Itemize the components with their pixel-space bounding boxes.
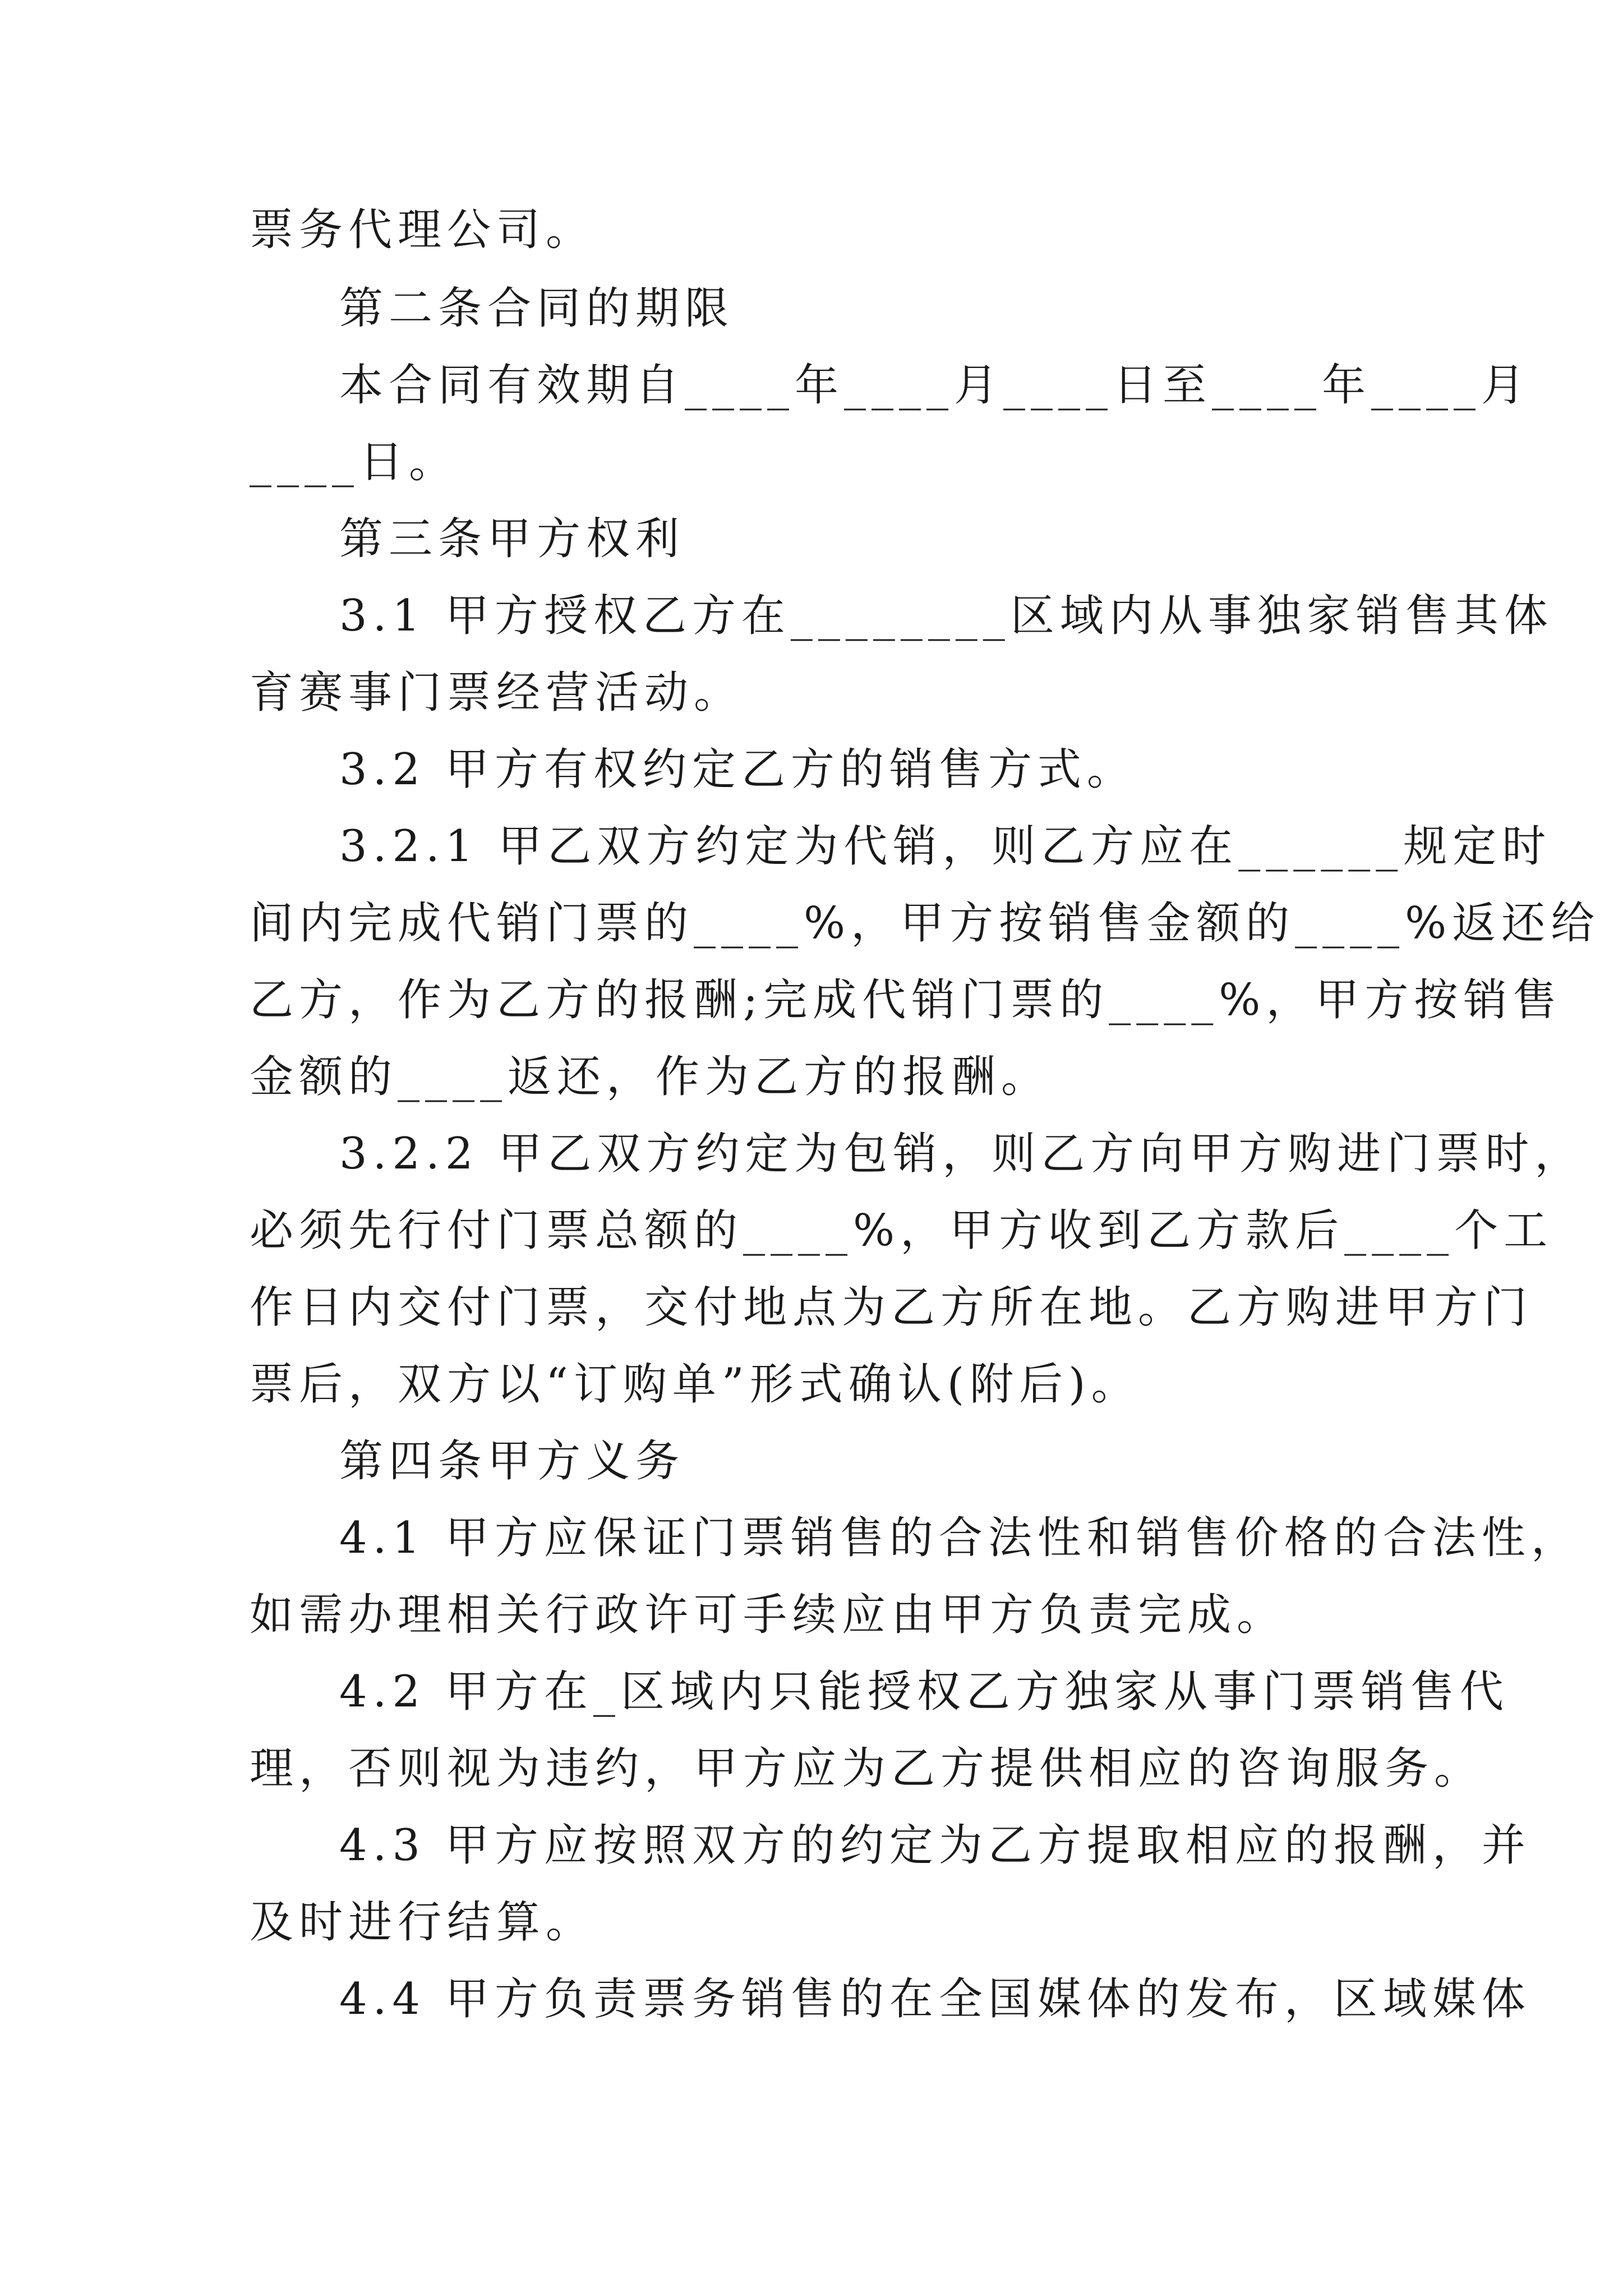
paragraph-line: 理，否则视为违约，甲方应为乙方提供相应的咨询服务。 xyxy=(250,1743,1484,1794)
paragraph-line: 金额的____返还，作为乙方的报酬。 xyxy=(250,1052,1051,1102)
paragraph-line: 3.2 甲方有权约定乙方的销售方式。 xyxy=(339,744,1136,795)
paragraph-line: 3.1 甲方授权乙方在________区域内从事独家销售其体 xyxy=(339,591,1553,641)
paragraph-line: 3.2.1 甲乙双方约定为代销，则乙方应在______规定时 xyxy=(339,821,1552,872)
section-heading: 第三条甲方权利 xyxy=(339,514,685,564)
paragraph-line: 必须先行付门票总额的____%，甲方收到乙方款后____个工 xyxy=(250,1205,1553,1256)
section-heading: 第四条甲方义务 xyxy=(339,1436,685,1487)
paragraph-line: 票后，双方以“订购单”形式确认(附后)。 xyxy=(250,1359,1141,1410)
paragraph-line: 4.2 甲方在_区域内只能授权乙方独家从事门票销售代 xyxy=(339,1667,1509,1717)
paragraph-line: 作日内交付门票，交付地点为乙方所在地。乙方购进甲方门 xyxy=(250,1282,1533,1333)
paragraph-line: 票务代理公司。 xyxy=(250,205,596,255)
paragraph-line: 间内完成代销门票的____%，甲方按销售金额的____%返还给 xyxy=(250,898,1601,949)
paragraph-line: 及时进行结算。 xyxy=(250,1897,596,1948)
paragraph-line: ____日。 xyxy=(250,437,459,487)
paragraph-line: 3.2.2 甲乙双方约定为包销，则乙方向甲方购进门票时， xyxy=(339,1129,1584,1179)
paragraph-line: 4.4 甲方负责票务销售的在全国媒体的发布，区域媒体 xyxy=(339,1974,1531,2024)
paragraph-line: 4.1 甲方应保证门票销售的合法性和销售价格的合法性， xyxy=(339,1513,1580,1563)
paragraph-line: 如需办理相关行政许可手续应由甲方负责完成。 xyxy=(250,1590,1287,1640)
paragraph-line: 4.3 甲方应按照双方的约定为乙方提取相应的报酬，并 xyxy=(339,1820,1531,1871)
paragraph-line: 本合同有效期自____年____月____日至____年____月 xyxy=(339,360,1531,411)
paragraph-line: 育赛事门票经营活动。 xyxy=(250,668,744,718)
section-heading: 第二条合同的期限 xyxy=(339,283,735,334)
paragraph-line: 乙方，作为乙方的报酬;完成代销门票的____%，甲方按销售 xyxy=(250,975,1562,1025)
